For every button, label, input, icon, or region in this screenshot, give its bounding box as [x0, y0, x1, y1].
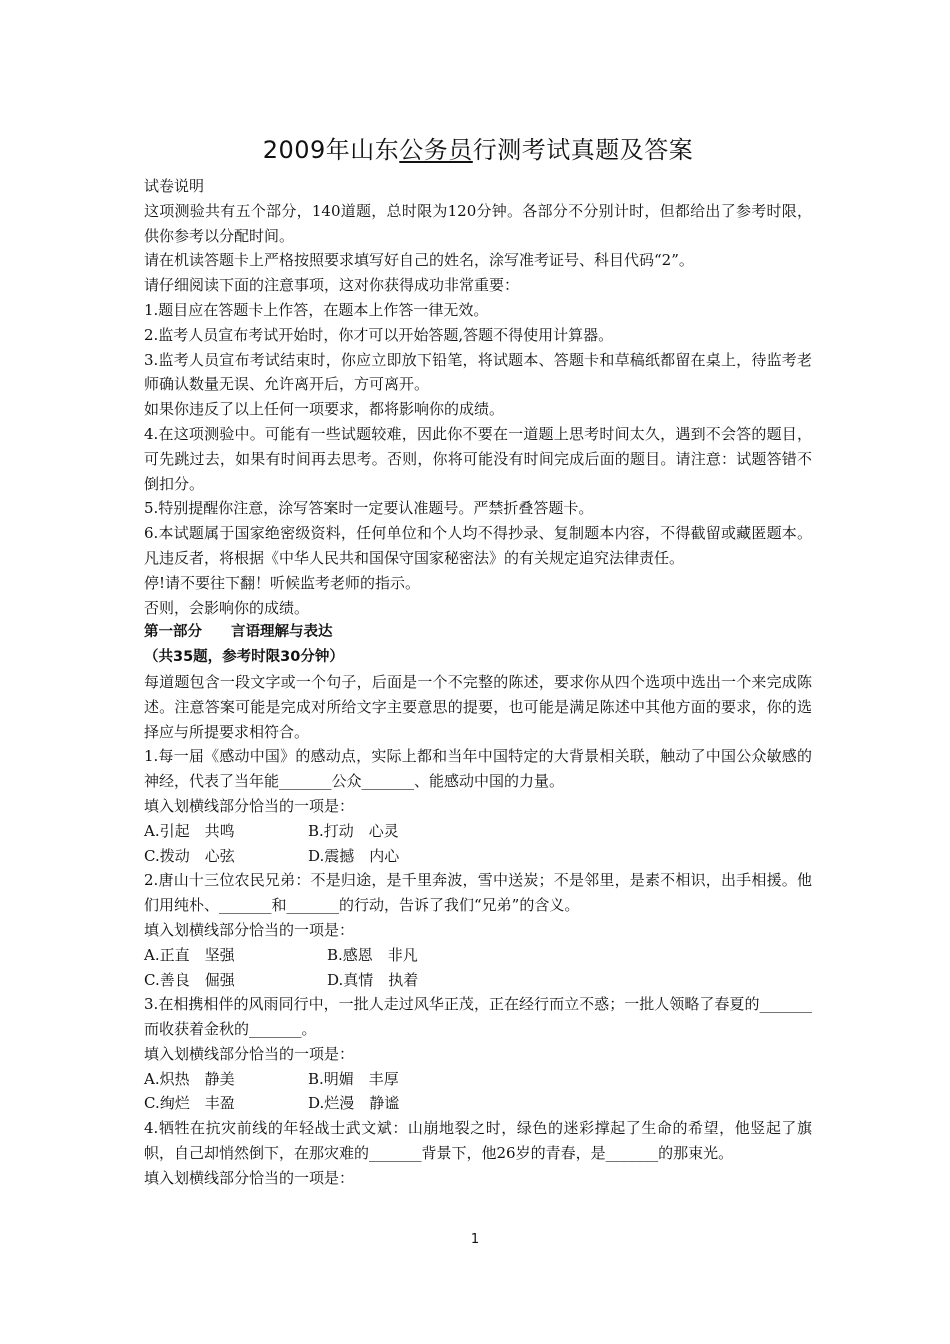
option-b: B.打动 心灵: [308, 821, 399, 840]
subtitle: 试卷说明: [144, 177, 205, 195]
intro-paragraph: 4.在这项测验中。可能有一些试题较难，因此你不要在一道题上思考时间太久，遇到不会答的题目，可先跳过去，如果有时间再去思考。否则，你将可能没有时间完成后面的题目。请注意：试题答错不倒扣分。: [144, 424, 812, 493]
question-4: [144, 1116, 812, 1190]
section-intro: 每道题包含一段文字或一个句子，后面是一个不完整的陈述，要求你从四个选项中选出一个来完成陈述。注意答案可能是完成对所给文字主要意思的提要，也可能是满足陈述中其他方面的要求，你的选择应与所提要求相符合。: [144, 672, 812, 741]
question-prompt: 填入划横线部分恰当的一项是：: [144, 920, 355, 939]
intro-paragraph: 否则，会影响你的成绩。: [144, 598, 310, 617]
option-c: C.拨动 心弦: [144, 846, 235, 865]
option-a: A.引起 共鸣: [144, 821, 235, 840]
option-row: [144, 819, 812, 844]
question-1: [144, 744, 812, 868]
intro-paragraph: 2.监考人员宣布考试开始时，你才可以开始答题,答题不得使用计算器。: [144, 325, 614, 344]
option-d: D.真情 执着: [327, 970, 419, 989]
question-prompt: 填入划横线部分恰当的一项是：: [144, 1044, 355, 1063]
question-stem: 2.唐山十三位农民兄弟：不是归途，是千里奔波，雪中送炭；不是邻里，是素不相识，出手相援。他们用纯朴、_______和_______的行动，告诉了我们“兄弟”的含义。: [144, 871, 812, 915]
title-suffix: 行测考试真题及答案: [472, 136, 694, 164]
intro-paragraph: 如果你违反了以上任何一项要求，都将影响你的成绩。: [144, 400, 505, 419]
question-3: [144, 992, 812, 1116]
option-row: [144, 1067, 812, 1092]
option-a: A.炽热 静美: [144, 1069, 235, 1088]
page-number: 1: [470, 1232, 480, 1247]
section-subtitle: （共35题，参考时限30分钟）: [144, 649, 344, 666]
option-row: [144, 1091, 812, 1116]
intro-paragraph: 3.监考人员宣布考试结束时，你应立即放下铅笔，将试题本、答题卡和草稿纸都留在桌上，待监考老师确认数量无误、允许离开后，方可离开。: [144, 350, 812, 394]
question-stem: 1.每一届《感动中国》的感动点，实际上都和当年中国特定的大背景相关联，触动了中国公众敏感的神经，代表了当年能_______公众_______、能感动中国的力量。: [144, 747, 812, 791]
option-d: D.震撼 内心: [308, 846, 400, 865]
option-c: C.绚烂 丰盈: [144, 1094, 235, 1113]
intro-paragraph: 5.特别提醒你注意，涂写答案时一定要认准题号。严禁折叠答题卡。: [144, 499, 594, 518]
title-prefix: 2009年山东: [262, 136, 400, 164]
question-stem: 3.在相携相伴的风雨同行中，一批人走过风华正茂，正在经行而立不惑；一批人领略了春夏的_______而收获着金秋的_______。: [144, 995, 812, 1039]
title-link[interactable]: 公务员: [399, 136, 473, 164]
option-b: B.感恩 非凡: [327, 945, 418, 964]
intro-paragraph: 停!请不要往下翻！听候监考老师的指示。: [144, 573, 421, 592]
section-title: 第一部分 言语理解与表达: [144, 624, 333, 641]
option-c: C.善良 倔强: [144, 970, 235, 989]
option-d: D.烂漫 静谧: [308, 1094, 400, 1113]
option-b: B.明媚 丰厚: [308, 1069, 399, 1088]
intro-paragraph: 这项测验共有五个部分，140道题，总时限为120分钟。各部分不分别计时，但都给出了参考时限，供你参考以分配时间。: [144, 201, 812, 245]
option-row: [144, 844, 812, 869]
intro-paragraph: 1.题目应在答题卡上作答，在题本上作答一律无效。: [144, 300, 489, 319]
question-stem: 4.牺牲在抗灾前线的年轻战士武文斌：山崩地裂之时，绿色的迷彩撑起了生命的希望，他竖起了旗帜，自己却悄然倒下，在那灾难的_______背景下，他26岁的青春，是_______的那束光。: [144, 1119, 812, 1163]
document-page: [144, 128, 812, 1191]
question-2: [144, 868, 812, 992]
intro-paragraph: 6.本试题属于国家绝密级资料，任何单位和个人均不得抄录、复制题本内容，不得截留或藏匿题本。凡违反者，将根据《中华人民共和国保守国家秘密法》的有关规定追究法律责任。: [144, 524, 812, 567]
question-prompt: 填入划横线部分恰当的一项是：: [144, 1168, 355, 1187]
option-a: A.正直 坚强: [144, 945, 235, 964]
page-title: [144, 128, 812, 172]
intro-paragraph: 请在机读答题卡上严格按照要求填写好自己的姓名，涂写准考证号、科目代码“2”。: [144, 251, 694, 270]
option-row: [144, 943, 812, 968]
intro-paragraph: 请仔细阅读下面的注意事项，这对你获得成功非常重要：: [144, 276, 520, 295]
question-prompt: 填入划横线部分恰当的一项是：: [144, 796, 355, 815]
option-row: [144, 968, 812, 993]
